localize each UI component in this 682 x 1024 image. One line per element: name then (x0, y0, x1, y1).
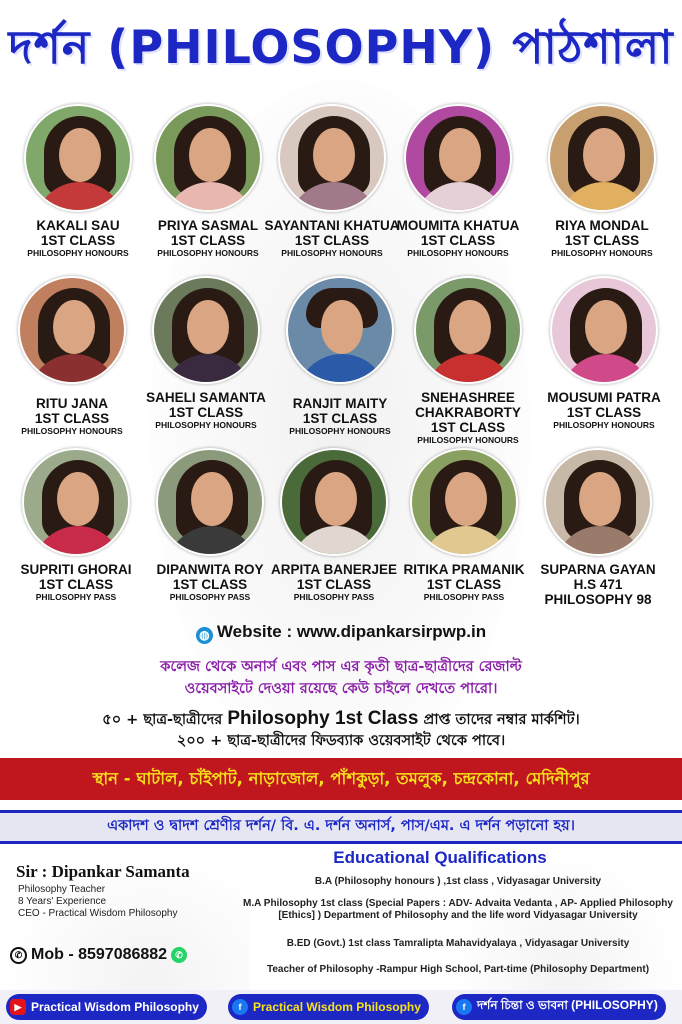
website-link[interactable] (0, 622, 682, 644)
student-photo (278, 104, 386, 212)
results-note (0, 656, 682, 700)
student-photo (286, 276, 394, 384)
student-class: 1ST CLASS (34, 411, 110, 426)
facebook-icon: f (456, 999, 472, 1015)
student-class: 1ST CLASS (296, 577, 372, 592)
student-class: 1ST CLASS (420, 233, 496, 248)
student-subject: PHILOSOPHY PASS (35, 592, 117, 602)
student-photo (414, 276, 522, 384)
student-photo (18, 276, 126, 384)
teacher-name: Sir : Dipankar Samanta (16, 862, 190, 881)
student-subject: PHILOSOPHY HONOURS (27, 248, 129, 258)
student-class: 1ST CLASS (430, 420, 506, 435)
student-card (266, 448, 402, 603)
feedback-line: ২০০ + ছাত্র-ছাত্রীদের ফিডব্যাক ওয়েবসাইট থেকে পাবে। (176, 733, 506, 749)
phone-icon: ✆ (10, 947, 27, 964)
page-title: দর্শন (PHILOSOPHY) পাঠশালা (8, 20, 674, 74)
student-class: 1ST CLASS (566, 405, 642, 420)
student-subject: PHILOSOPHY HONOURS (553, 420, 655, 430)
student-photo (280, 448, 388, 556)
student-class: 1ST CLASS (302, 411, 378, 426)
student-photo (156, 448, 264, 556)
student-card (534, 104, 670, 259)
student-photo (550, 276, 658, 384)
marks-highlight: Philosophy 1st Class (227, 708, 419, 729)
student-subject: PHILOSOPHY HONOURS (551, 248, 653, 258)
student-class: 1ST CLASS (170, 233, 246, 248)
student-subject: PHILOSOPHY HONOURS (417, 435, 519, 445)
marks-line (0, 708, 682, 731)
whatsapp-icon: ✆ (171, 947, 187, 963)
student-card (530, 448, 666, 607)
student-subject: PHILOSOPHY HONOURS (21, 426, 123, 436)
youtube-label: Practical Wisdom Philosophy (31, 1000, 199, 1014)
student-class: 1ST CLASS (168, 405, 244, 420)
student-photo (22, 448, 130, 556)
teacher-ceo: CEO - Practical Wisdom Philosophy (18, 908, 178, 919)
student-subject: PHILOSOPHY 98 (544, 592, 652, 607)
student-card (400, 276, 536, 446)
student-name: RIYA MONDAL (555, 218, 649, 233)
student-name: KAKALI SAU (36, 218, 120, 233)
student-name: RITIKA PRAMANIK (403, 562, 525, 577)
student-name: DIPANWITA ROY (156, 562, 264, 577)
student-card (390, 104, 526, 259)
student-card (142, 448, 278, 603)
student-subject: PHILOSOPHY HONOURS (281, 248, 383, 258)
student-name: SUPRITI GHORAI (20, 562, 132, 577)
qualification-teacher: Teacher of Philosophy -Rampur High School, Part-time (Philosophy Department) (266, 964, 650, 975)
student-subject: PHILOSOPHY HONOURS (157, 248, 259, 258)
footer-bar (0, 990, 682, 1024)
student-name: ARPITA BANERJEE (270, 562, 397, 577)
student-class: 1ST CLASS (38, 577, 114, 592)
mobile-number: Mob - 8597086882 (31, 946, 168, 963)
student-card (140, 104, 276, 259)
student-photo (404, 104, 512, 212)
mobile-contact[interactable] (10, 946, 187, 964)
qualification-bed: B.ED (Govt.) 1st class Tamralipta Mahavidyalaya , Vidyasagar University (286, 938, 630, 949)
student-card (396, 448, 532, 603)
student-name: SNEHASHREE CHAKRABORTY (415, 390, 521, 420)
student-photo (410, 448, 518, 556)
facebook-page-link[interactable] (228, 994, 429, 1020)
locations-band: স্থান - ঘাটাল, চাঁইপাট, নাড়াজোল, পাঁশকুড়া, তমলুক, চন্দ্রকোনা, মেদিনীপুর (0, 758, 682, 800)
facebook-label-1: Practical Wisdom Philosophy (253, 1000, 421, 1014)
student-subject: PHILOSOPHY PASS (423, 592, 505, 602)
qualification-ma: M.A Philosophy 1st class (Special Papers : ADV- Advaita Vedanta , AP- Applied Philosophy [Ethics] ) Department of Philosophy and the life word Vidyasagar University (243, 898, 673, 921)
results-line-2: ওয়েবসাইটে দেওয়া রয়েছে কেউ চাইলে দেখতে পারো। (184, 681, 498, 697)
student-name: MOUSUMI PATRA (547, 390, 661, 405)
student-subject: PHILOSOPHY PASS (293, 592, 375, 602)
student-class: 1ST CLASS (40, 233, 116, 248)
student-photo (152, 276, 260, 384)
student-card (4, 276, 140, 437)
student-class: 1ST CLASS (564, 233, 640, 248)
youtube-channel-link[interactable] (6, 994, 207, 1020)
courses-band: একাদশ ও দ্বাদশ শ্রেণীর দর্শন/ বি. এ. দর্শন অনার্স, পাস/এম. এ দর্শন পড়ানো হয়। (0, 810, 682, 844)
student-photo (548, 104, 656, 212)
qualification-ba: B.A (Philosophy honours ) ,1st class , Vidyasagar University (314, 876, 602, 887)
student-class: 1ST CLASS (294, 233, 370, 248)
student-subject: PHILOSOPHY PASS (169, 592, 251, 602)
teacher-experience: 8 Years' Experience (18, 896, 107, 907)
facebook-group-link[interactable] (452, 994, 666, 1020)
student-name: SUPARNA GAYAN (540, 562, 656, 577)
student-name: RANJIT MAITY (292, 396, 388, 411)
student-subject: PHILOSOPHY HONOURS (289, 426, 391, 436)
student-card (264, 104, 400, 259)
student-photo (154, 104, 262, 212)
facebook-label-2: দর্শন চিন্তা ও ভাবনা (PHILOSOPHY) (477, 998, 658, 1012)
teacher-role: Philosophy Teacher (18, 884, 106, 895)
student-class: 1ST CLASS (172, 577, 248, 592)
globe-icon: ◍ (196, 627, 213, 644)
student-card (10, 104, 146, 259)
student-name: SAYANTANI KHATUA (264, 218, 400, 233)
youtube-icon: ▶ (10, 999, 26, 1015)
student-card (8, 448, 144, 603)
marks-pre: ৫০ + ছাত্র-ছাত্রীদের (102, 712, 223, 728)
student-name: MOUMITA KHATUA (396, 218, 520, 233)
student-photo (24, 104, 132, 212)
student-class: 1ST CLASS (426, 577, 502, 592)
student-name: SAHELI SAMANTA (146, 390, 266, 405)
website-label: Website : www.dipankarsirpwp.in (216, 622, 487, 641)
results-line-1: কলেজ থেকে অনার্স এবং পাস এর কৃতী ছাত্র-ছাত্রীদের রেজাল্ট (160, 659, 522, 675)
student-subject: PHILOSOPHY HONOURS (407, 248, 509, 258)
student-class: H.S 471 (573, 577, 623, 592)
student-name: PRIYA SASMAL (157, 218, 259, 233)
qualifications-title: Educational Qualifications (333, 848, 547, 867)
student-card (536, 276, 672, 431)
facebook-icon: f (232, 999, 248, 1015)
student-name: RITU JANA (35, 396, 108, 411)
student-photo (544, 448, 652, 556)
marks-note (0, 708, 682, 752)
marks-post: প্রাপ্ত তাদের নম্বার মার্কশিট। (423, 712, 580, 728)
student-subject: PHILOSOPHY HONOURS (155, 420, 257, 430)
student-card (272, 276, 408, 437)
student-card (138, 276, 274, 431)
